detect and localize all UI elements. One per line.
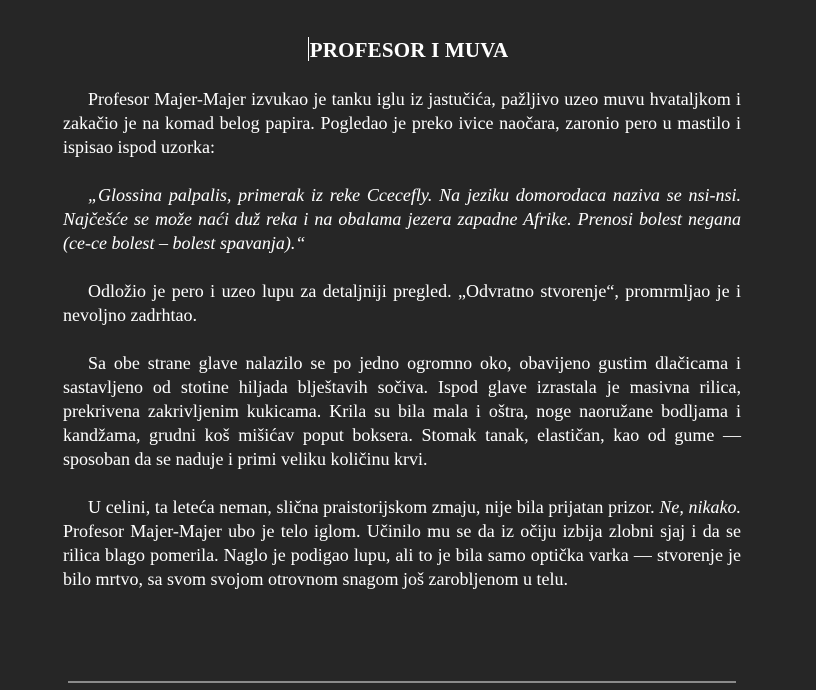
horizontal-divider — [68, 681, 736, 683]
paragraph-1: Profesor Majer-Majer izvukao je tanku iglu iz jastučića, pažljivo uzeo muvu hvataljkom i zakačio je na komad belog papira. Pogledao je preko ivice naočara, zaronio pero u mastilo i ispisao ispod uzorka: — [63, 89, 741, 157]
paragraph-3: Odložio je pero i uzeo lupu za detaljniji pregled. „Odvratno stvorenje“, promrmljao je i nevoljno zadrhtao. — [63, 281, 741, 325]
document-body[interactable] — [63, 87, 741, 615]
paragraph-4: Sa obe strane glave nalazilo se po jedno ogromno oko, obavijeno gustim dlačicama i sastavljeno od stotine hiljada blještavih sočiva. Ispod glave izrastala je masivna rilica, prekrivena zakrivljenim kukicama. Krila su bila mala i oštra, noge naoružane bodljama i kandžama, grudni koš mišićav poput boksera. Stomak tanak, elastičan, kao od gume — sposoban da se naduje i primi veliku količinu krvi. — [63, 353, 741, 469]
paragraph-2-quote: „Glossina palpalis, primerak iz reke Ccecefly. Na jeziku domorodaca naziva se nsi-nsi. Najčešće se može naći duž reka i na obalama jezera zapadne Afrike. Prenosi bolest negana (ce-ce bolest – bolest spavanja).“ — [63, 185, 741, 253]
page-title-text: PROFESOR I MUVA — [309, 38, 509, 62]
paragraph-5-start: U celini, ta leteća neman, slična praistorijskom zmaju, nije bila prijatan prizor. — [88, 497, 655, 517]
paragraph-5-italic: Ne, nikako. — [659, 497, 742, 517]
text-cursor — [308, 37, 309, 61]
paragraph-5 — [63, 495, 741, 591]
page-title — [0, 37, 816, 63]
paragraph-5-end: Profesor Majer-Majer ubo je telo iglom. Učinilo mu se da iz očiju izbija zlobni sjaj i da se rilica blago pomerila. Naglo je podigao lupu, ali to je bila samo optička varka — stvorenje je bilo mrtvo, sa svom svojom otrovnom snagom još zarobljenom u telu. — [63, 521, 741, 589]
